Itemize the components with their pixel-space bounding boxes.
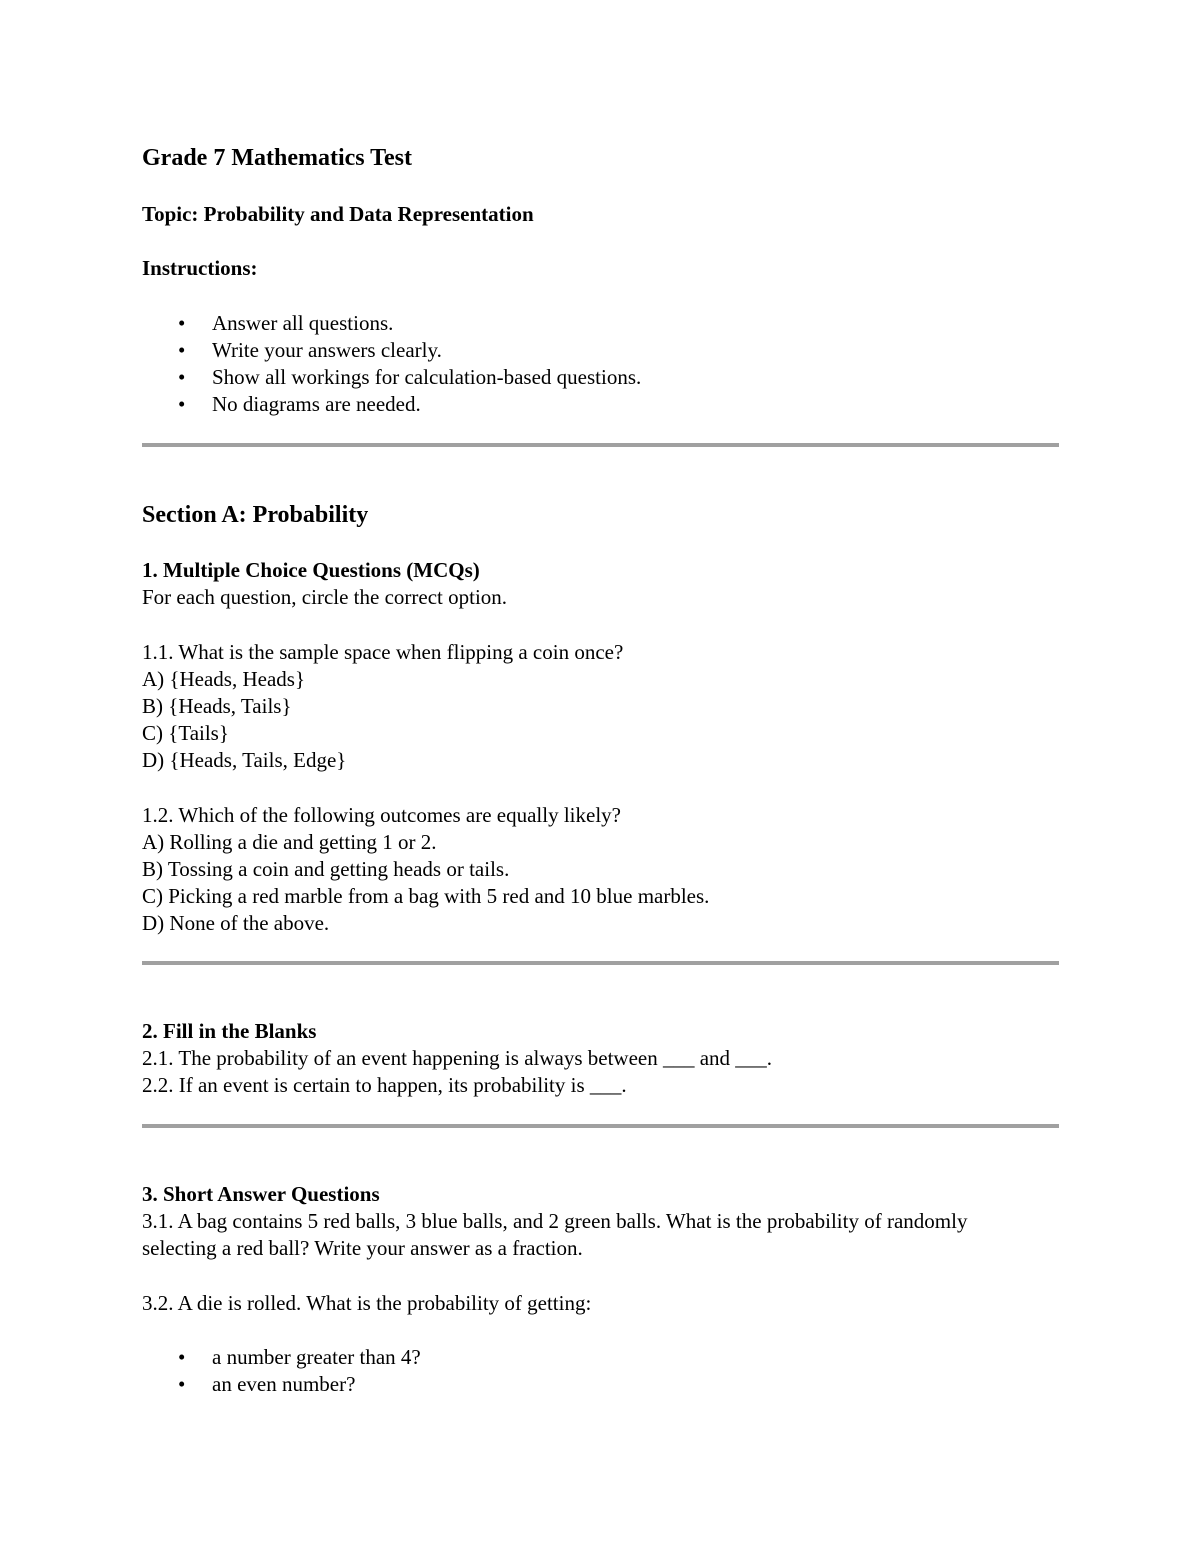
instructions-list (142, 310, 1060, 418)
list-item: • No diagrams are needed. (178, 392, 421, 416)
option-d: D) None of the above. (142, 911, 330, 935)
section-a-heading: Section A: Probability (142, 502, 369, 528)
bullet-icon: • (178, 1372, 186, 1396)
question-3-2-list (142, 1344, 1060, 1398)
fill-blanks-heading: 2. Fill in the Blanks (142, 1019, 317, 1043)
question-1-1: 1.1. What is the sample space when flipping a coin once? (142, 640, 624, 664)
question-1-2: 1.2. Which of the following outcomes are equally likely? (142, 803, 621, 827)
bullet-icon: • (178, 392, 186, 416)
instructions-heading: Instructions: (142, 256, 258, 280)
bullet-icon: • (178, 311, 186, 335)
list-item: • a number greater than 4? (178, 1345, 421, 1369)
bullet-icon: • (178, 1345, 186, 1369)
mcq-intro: For each question, circle the correct option. (142, 585, 508, 609)
bullet-icon: • (178, 365, 186, 389)
question-3-2: 3.2. A die is rolled. What is the probability of getting: (142, 1291, 592, 1315)
list-item: • an even number? (178, 1372, 356, 1396)
question-2-1: 2.1. The probability of an event happening is always between ___ and ___. (142, 1046, 773, 1070)
bullet-icon: • (178, 338, 186, 362)
option-a: A) Rolling a die and getting 1 or 2. (142, 830, 437, 854)
question-2-2: 2.2. If an event is certain to happen, its probability is ___. (142, 1073, 627, 1097)
option-c: C) Picking a red marble from a bag with 5 red and 10 blue marbles. (142, 884, 710, 908)
horizontal-rule (142, 961, 1059, 965)
page-title: Grade 7 Mathematics Test (142, 145, 412, 171)
mcq-heading: 1. Multiple Choice Questions (MCQs) (142, 558, 480, 582)
topic-line: Topic: Probability and Data Representation (142, 202, 534, 226)
option-a: A) {Heads, Heads} (142, 667, 306, 691)
option-b: B) Tossing a coin and getting heads or tails. (142, 857, 510, 881)
horizontal-rule (142, 1124, 1059, 1128)
list-item: • Write your answers clearly. (178, 338, 442, 362)
option-c: C) {Tails} (142, 721, 229, 745)
list-item: • Answer all questions. (178, 311, 394, 335)
option-d: D) {Heads, Tails, Edge} (142, 748, 347, 772)
option-b: B) {Heads, Tails} (142, 694, 292, 718)
short-answer-heading: 3. Short Answer Questions (142, 1182, 380, 1206)
list-item: • Show all workings for calculation-based questions. (178, 365, 642, 389)
horizontal-rule (142, 443, 1059, 447)
question-3-1: 3.1. A bag contains 5 red balls, 3 blue balls, and 2 green balls. What is the probability of randomly selecting a red ball? Write your answer as a fraction. (142, 1209, 968, 1260)
